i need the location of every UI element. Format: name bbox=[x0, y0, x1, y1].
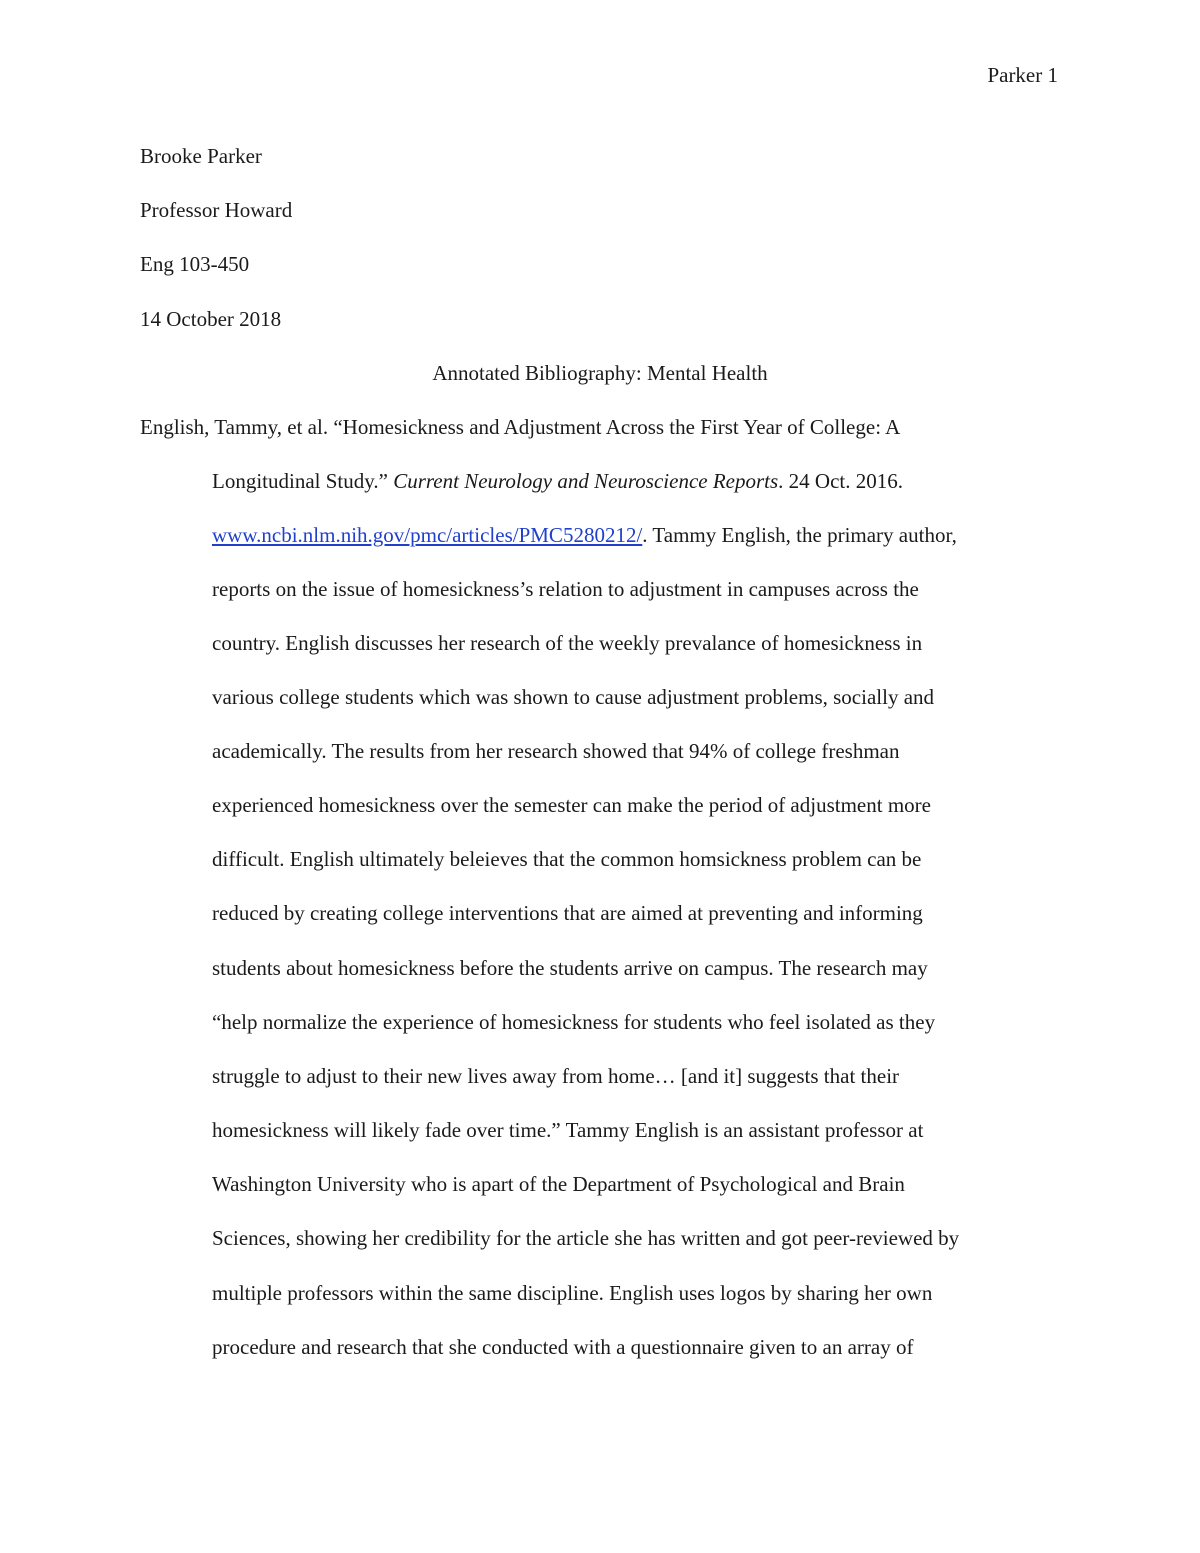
annotation-line: various college students which was shown to cause adjustment problems, socially and bbox=[212, 685, 935, 709]
professor-name: Professor Howard bbox=[140, 198, 293, 222]
citation-line-2 bbox=[212, 466, 903, 496]
annotation-line: experienced homesickness over the semester can make the period of adjustment more bbox=[212, 793, 931, 817]
student-name: Brooke Parker bbox=[140, 144, 262, 168]
document-title: Annotated Bibliography: Mental Health bbox=[432, 361, 768, 385]
annotation-line: homesickness will likely fade over time.” Tammy English is an assistant professor at bbox=[212, 1118, 924, 1142]
annotation-line: academically. The results from her research showed that 94% of college freshman bbox=[212, 739, 900, 763]
annotation-line: Sciences, showing her credibility for the article she has written and got peer-reviewed by bbox=[212, 1226, 960, 1250]
citation-article-end: Longitudinal Study.” bbox=[212, 469, 394, 493]
document-date: 14 October 2018 bbox=[140, 307, 282, 331]
annotation-line: multiple professors within the same discipline. English uses logos by sharing her own bbox=[212, 1281, 933, 1305]
journal-title: Current Neurology and Neuroscience Reports bbox=[393, 469, 779, 493]
annotation-line: difficult. English ultimately beleieves that the common homsickness problem can be bbox=[212, 847, 922, 871]
citation-date: . 24 Oct. 2016. bbox=[778, 469, 903, 493]
annotation-start: . Tammy English, the primary author, bbox=[642, 523, 957, 547]
annotation-line: reduced by creating college interventions that are aimed at preventing and informing bbox=[212, 901, 923, 925]
citation-first-line: English, Tammy, et al. “Homesickness and Adjustment Across the First Year of College: A bbox=[140, 415, 901, 439]
annotation-line: reports on the issue of homesickness’s relation to adjustment in campuses across the bbox=[212, 577, 919, 601]
annotation-line: “help normalize the experience of homesickness for students who feel isolated as they bbox=[212, 1010, 936, 1034]
annotation-line: procedure and research that she conducted with a questionnaire given to an array of bbox=[212, 1335, 914, 1359]
annotation-line: Washington University who is apart of the Department of Psychological and Brain bbox=[212, 1172, 905, 1196]
course-code: Eng 103-450 bbox=[140, 252, 250, 276]
annotation-line: country. English discusses her research of the weekly prevalance of homesickness in bbox=[212, 631, 923, 655]
citation-line-3 bbox=[212, 520, 957, 550]
source-url-link[interactable]: www.ncbi.nlm.nih.gov/pmc/articles/PMC5280212/ bbox=[212, 523, 643, 547]
annotation-line: students about homesickness before the students arrive on campus. The research may bbox=[212, 956, 928, 980]
annotation-line: struggle to adjust to their new lives away from home… [and it] suggests that their bbox=[212, 1064, 900, 1088]
running-header: Parker 1 bbox=[987, 63, 1058, 87]
